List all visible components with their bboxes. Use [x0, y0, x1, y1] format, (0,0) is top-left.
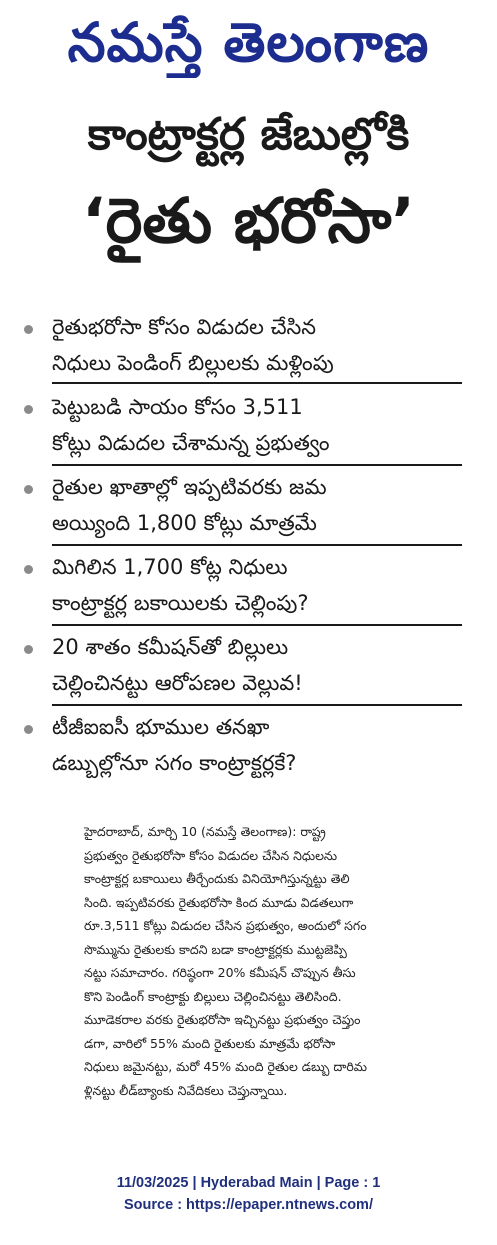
footer-date-edition: 11/03/2025 | Hyderabad Main | Page : 1	[116, 1175, 381, 1191]
bullet-line: పెట్టుబడి సాయం కోసం 3,511	[52, 395, 303, 419]
headline-line-2: ‘రైతు భరోసా’	[82, 184, 415, 257]
bullet-dot-icon	[24, 325, 33, 334]
bullet-dot-icon	[24, 725, 33, 734]
article-line: డగా, వారిలో 55% మంది రైతులకు మాత్రమే భరోసా	[84, 1035, 336, 1051]
divider	[52, 704, 462, 706]
bullet-line: నిధులు పెండింగ్ బిల్లులకు మళ్లింపు	[52, 351, 334, 375]
article-body	[84, 820, 478, 1102]
bullet-line: 20 శాతం కమీషన్‌తో బిల్లులు	[52, 635, 289, 659]
divider	[52, 544, 462, 546]
bullet-line: మిగిలిన 1,700 కోట్ల నిధులు	[52, 555, 288, 579]
article-line: సొమ్మును రైతులకు కాదని బడా కాంట్రాక్టర్లకు ముట్టజెప్పి	[84, 941, 347, 957]
bullet-line: కాంట్రాక్టర్ల బకాయిలకు చెల్లింపు?	[52, 591, 309, 615]
bullet-item	[24, 308, 472, 388]
article-line: ప్రభుత్వం రైతుభరోసా కోసం విడుదల చేసిన నిధులను	[84, 847, 338, 863]
bullet-item	[24, 628, 472, 708]
source-footer	[0, 1172, 497, 1216]
bullet-item	[24, 468, 472, 548]
article-line: సింది. ఇప్పటివరకు రైతుభరోసా కింద మూడు విడతలుగా	[84, 894, 354, 910]
footer-source-link: Source : https://epaper.ntnews.com/	[124, 1197, 373, 1213]
bullet-line: కోట్లు విడుదల చేశామన్న ప్రభుత్వం	[52, 431, 330, 455]
bullet-line: టీజీఐఐసీ భూముల తనఖా	[52, 715, 270, 739]
bullet-dot-icon	[24, 565, 33, 574]
bullet-line: రైతుల ఖాతాల్లో ఇప్పటివరకు జమ	[52, 475, 327, 499]
divider	[52, 382, 462, 384]
article-line: నిధులు జమైనట్టు, మరో 45% మంది రైతుల డబ్బు దారిమ	[84, 1059, 367, 1074]
divider	[52, 464, 462, 466]
bullet-dot-icon	[24, 405, 33, 414]
bullet-item	[24, 708, 472, 788]
article-line: ళ్లినట్టు లీడ్‌బ్యాంకు నివేదికలు చెప్తున్నాయి.	[84, 1082, 288, 1098]
bullet-line: అయ్యింది 1,800 కోట్లు మాత్రమే	[52, 511, 317, 535]
masthead-logo: నమస్తే తెలంగాణ	[67, 10, 430, 74]
article-line: హైదరాబాద్, మార్చి 10 (నమస్తే తెలంగాణ): రాష్ట్ర	[84, 824, 326, 839]
bullet-list	[24, 308, 472, 788]
article-line: కాంట్రాక్టర్ల బకాయిలు తీర్చేందుకు వినియోగిస్తున్నట్టు తెలి	[84, 871, 350, 886]
bullet-item	[24, 388, 472, 468]
divider	[52, 624, 462, 626]
article-line: మూడెకరాల వరకు రైతుభరోసా ఇచ్చినట్టు ప్రభుత్వం చెప్తుం	[84, 1012, 361, 1027]
article-line: నట్టు సమాచారం. గరిష్ఠంగా 20% కమీషన్ చొప్పున తీసు	[84, 965, 356, 980]
bullet-item	[24, 548, 472, 628]
bullet-line: డబ్బుల్లోనూ సగం కాంట్రాక్టర్లకే?	[52, 751, 297, 775]
article-line: రూ.3,511 కోట్లు విడుదల చేసిన ప్రభుత్వం, అందులో సగం	[84, 918, 367, 933]
bullet-dot-icon	[24, 645, 33, 654]
article-line: కొని పెండింగ్ కాంట్రాక్టు బిల్లులు చెల్లించినట్టు తెలిసింది.	[84, 988, 342, 1004]
bullet-dot-icon	[24, 485, 33, 494]
bullet-line: చెల్లించినట్టు ఆరోపణల వెల్లువ!	[52, 671, 303, 695]
headline-line-1: కాంట్రాక్టర్ల జేబుల్లోకి	[87, 109, 410, 160]
bullet-line: రైతుభరోసా కోసం విడుదల చేసిన	[52, 315, 317, 339]
